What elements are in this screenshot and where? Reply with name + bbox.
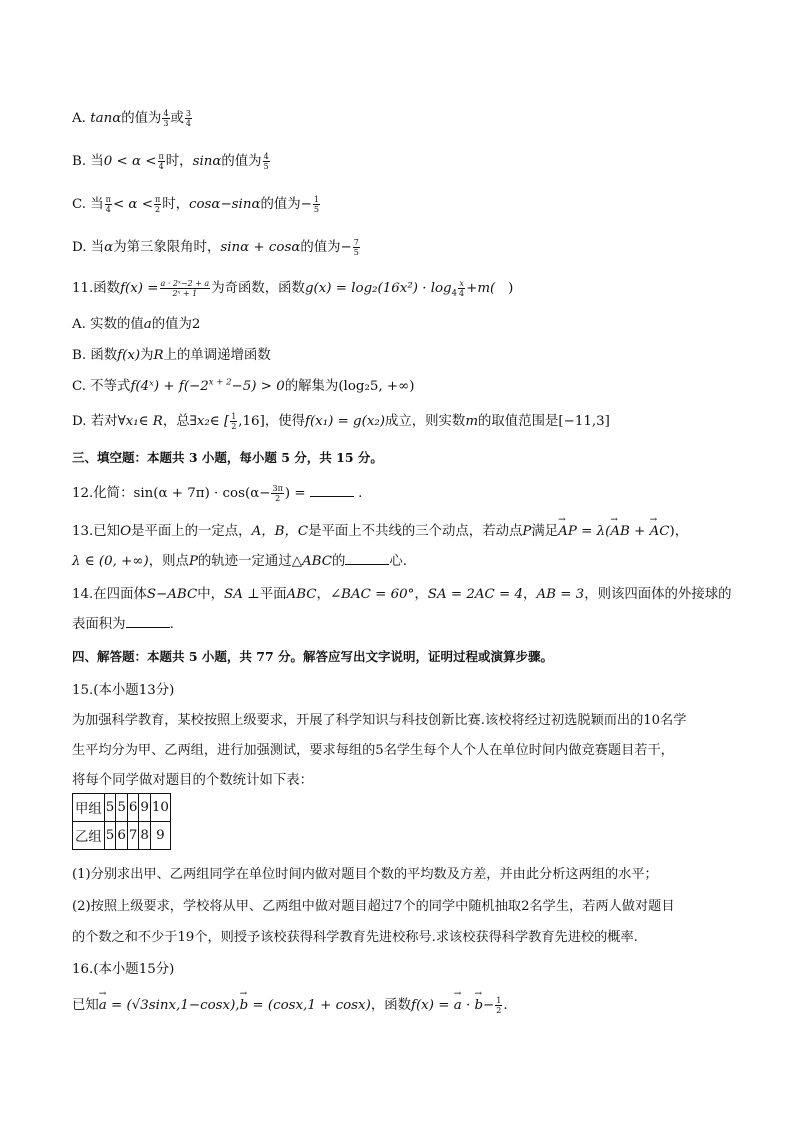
q14-line-1: 14.在四面体S−ABC中，SA ⊥平面ABC，∠BAC = 60°，SA = 2AC = 4，AB = 3，则该四面体的外接球的: [72, 587, 732, 602]
answer-blank[interactable]: [345, 552, 389, 565]
table-cell: 6: [127, 794, 139, 822]
table-cell: 7: [127, 822, 139, 850]
q15-subquestion-2a: (2)按照上级要求，学校将从甲、乙两组中做对题目超过7个的同学中随机抽取2名学生，若两人做对题目: [72, 899, 675, 914]
q11-option-b: B. 函数f(x)为R上的单调递增函数: [72, 348, 271, 363]
table-cell: 甲组: [73, 794, 105, 822]
table-cell: 9: [139, 794, 151, 822]
q10-option-c: C. 当 $\frac{\pi}{4}$ < α < $\frac{\pi}{2}$ 时，cosα−sinα的值为− $\frac{1}{5}$: [72, 195, 320, 214]
q10-option-a: A. tanα的值为 $\frac{4}{3}$ 或 $\frac{3}{4}$: [72, 109, 191, 128]
section-4-heading: 四、解答题：本题共 5 小题，共 77 分。解答应写出文字说明，证明过程或演算步骤。: [72, 649, 554, 664]
q15-paragraph-2: 生平均分为甲、乙两组，进行加强测试，要求每组的5名学生每个人个人在单位时间内做竞赛题目若干，: [72, 743, 674, 758]
q11-stem: 11.函数f(x) = $\frac{\text{a · 2ˣ−2 + a}}{\text{2ˣ + 1}}$ 为奇函数，函数$g(x) = \log_2(16x^2) \cdot \log_4$ $\frac{x}{4}$ +m( ): [72, 279, 514, 299]
table-cell: 10: [150, 794, 170, 822]
q15-subquestion-2b: 的个数之和不少于19个，则授予该校获得科学教育先进校称号.求该校获得科学教育先进校的概率.: [72, 930, 638, 945]
table-cell: 8: [139, 822, 151, 850]
table-cell: 9: [150, 822, 170, 850]
q11-option-a: A. 实数的值a的值为2: [72, 317, 201, 332]
table-row: [73, 794, 171, 822]
q14-line-2: 表面积为 .: [72, 617, 174, 632]
table-row: [73, 822, 171, 850]
q15-subquestion-1: (1)分别求出甲、乙两组同学在单位时间内做对题目个数的平均数及方差，并由此分析这两组的水平；: [72, 867, 658, 882]
answer-blank[interactable]: [310, 484, 354, 497]
q10-option-d: D. 当α为第三象限角时，sinα + cosα的值为− $\frac{7}{5}$: [72, 238, 359, 257]
q15-paragraph-3: 将每个同学做对题目的个数统计如下表：: [72, 773, 314, 788]
q15-heading: 15.(本小题13分): [72, 683, 175, 698]
q16-heading: 16.(本小题15分): [72, 962, 175, 977]
q13-line-2: λ ∈ (0, +∞)，则点P的轨迹一定通过△ABC的 心.: [72, 554, 408, 569]
table-cell: 乙组: [73, 822, 105, 850]
q15-paragraph-1: 为加强科学教育，某校按照上级要求，开展了科学知识与科技创新比赛.该校将经过初选脱颖而出的10名学: [72, 713, 687, 728]
q11-option-c: C. 不等式f(4ˣ) + $f(-2^{x + 2}-5) > 0$的解集为(log₂5, +∞): [72, 377, 415, 394]
q11-option-d: D. 若对∀x₁∈ R，总∃x₂∈ [ $\frac{1}{2}$ ,16]，使得f(x₁) = g(x₂)成立，则实数m的取值范围是[−11,3]: [72, 412, 610, 431]
table-cell: 5: [104, 794, 116, 822]
q13-line-1: 13.已知O是平面上的一定点，A，B，C是平面上不共线的三个动点，若动点P满足→ AP = λ(→ AB + → AC)，: [72, 520, 688, 539]
q16-stem: 已知→ a = (√3sinx,1−cosx),→ b = (cosx,1 + cosx)，函数f(x) = → a · → b− $\frac{1}{2}$ .: [72, 994, 508, 1015]
table-cell: 6: [116, 822, 128, 850]
table-cell: 5: [104, 822, 116, 850]
q10-option-b: B. 当0 < α < $\frac{\pi}{4}$ 时，sinα的值为 $\frac{4}{5}$: [72, 152, 269, 171]
answer-blank[interactable]: [126, 615, 170, 628]
section-3-heading: 三、填空题：本题共 3 小题，每小题 5 分，共 15 分。: [72, 450, 383, 465]
table-cell: 5: [116, 794, 128, 822]
q12: 12.化简：sin(α + 7π) · cos(α− $\frac{3\pi}{2}$ ) = .: [72, 484, 363, 503]
score-table: [72, 793, 171, 850]
